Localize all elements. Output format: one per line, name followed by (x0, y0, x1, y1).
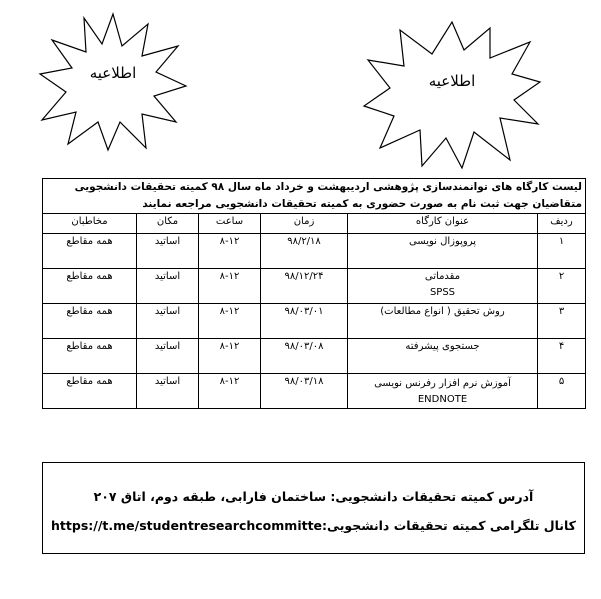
row-number: ۴ (538, 339, 586, 374)
workshop-audience: همه مقاطع (43, 339, 137, 374)
telegram-link[interactable]: https://t.me/studentresearchcommitte (51, 518, 323, 533)
workshop-place: اساتید (137, 374, 199, 409)
workshop-date: ۹۸/۲/۱۸ (261, 234, 348, 269)
table-title-row (43, 179, 586, 214)
workshop-place: اساتید (137, 304, 199, 339)
row-number: ۳ (538, 304, 586, 339)
col-header-date: زمان (261, 214, 348, 234)
workshop-title (348, 234, 538, 269)
workshop-hour: ۸-۱۲ (199, 339, 261, 374)
col-header-row-number: ردیف (538, 214, 586, 234)
table-row (43, 339, 586, 374)
telegram-label: کانال تلگرامی کمیته تحقیقات دانشجویی: (322, 518, 576, 533)
workshop-title (348, 269, 538, 304)
workshop-title-text: مقدماتی (424, 271, 461, 282)
workshop-table (42, 178, 586, 409)
table-row (43, 374, 586, 409)
telegram-line (43, 518, 584, 533)
workshop-audience: همه مقاطع (43, 234, 137, 269)
table-row (43, 304, 586, 339)
workshop-title (348, 304, 538, 339)
announcement-burst-left (38, 12, 188, 152)
workshop-date: ۹۸/۰۳/۰۸ (261, 339, 348, 374)
workshop-title-text: روش تحقیق ( انواع مطالعات) (380, 306, 505, 317)
row-number: ۱ (538, 234, 586, 269)
workshop-audience: همه مقاطع (43, 304, 137, 339)
starburst-shape (38, 12, 188, 152)
starburst-shape (362, 20, 542, 170)
workshop-date: ۹۸/۰۳/۰۱ (261, 304, 348, 339)
address-text: آدرس کمیته تحقیقات دانشجویی: ساختمان فارابی، طبقه دوم، اتاق ۲۰۷ (93, 489, 534, 504)
table-header-row (43, 214, 586, 234)
col-header-hour: ساعت (199, 214, 261, 234)
announcement-label-right: اطلاعیه (428, 72, 476, 90)
table-row (43, 234, 586, 269)
table-title-line2: متقاضیان جهت ثبت نام به صورت حضوری به کمیته تحقیقات دانشجویی مراجعه نمایند (142, 198, 582, 210)
row-number: ۲ (538, 269, 586, 304)
row-number: ۵ (538, 374, 586, 409)
workshop-title (348, 374, 538, 409)
table-title-line1: لیست کارگاه های توانمندسازی پژوهشی اردیبهشت و خرداد ماه سال ۹۸ کمیته تحقیقات دانشجویی (74, 181, 582, 193)
workshop-hour: ۸-۱۲ (199, 234, 261, 269)
announcement-burst-right (362, 20, 542, 170)
workshop-title-text: آموزش نرم افزار رفرنس نویسی ENDNOTE (374, 378, 511, 405)
workshop-date: ۹۸/۰۳/۱۸ (261, 374, 348, 409)
workshop-hour: ۸-۱۲ (199, 304, 261, 339)
table-title-cell (43, 179, 586, 214)
workshop-title-extra: SPSS (429, 287, 456, 298)
workshop-title (348, 339, 538, 374)
workshop-title-text: جستجوی پیشرفته (405, 341, 480, 352)
workshop-place: اساتید (137, 234, 199, 269)
workshop-hour: ۸-۱۲ (199, 374, 261, 409)
workshop-hour: ۸-۱۲ (199, 269, 261, 304)
workshop-date: ۹۸/۱۲/۲۴ (261, 269, 348, 304)
workshop-audience: همه مقاطع (43, 269, 137, 304)
col-header-audience: مخاطبان (43, 214, 137, 234)
announcement-label-left: اطلاعیه (89, 64, 137, 82)
workshop-audience: همه مقاطع (43, 374, 137, 409)
workshop-place: اساتید (137, 269, 199, 304)
col-header-place: مکان (137, 214, 199, 234)
workshop-place: اساتید (137, 339, 199, 374)
col-header-title: عنوان کارگاه (348, 214, 538, 234)
address-box (42, 462, 585, 554)
table-row (43, 269, 586, 304)
workshop-title-text: پروپوزال نویسی (408, 236, 477, 247)
